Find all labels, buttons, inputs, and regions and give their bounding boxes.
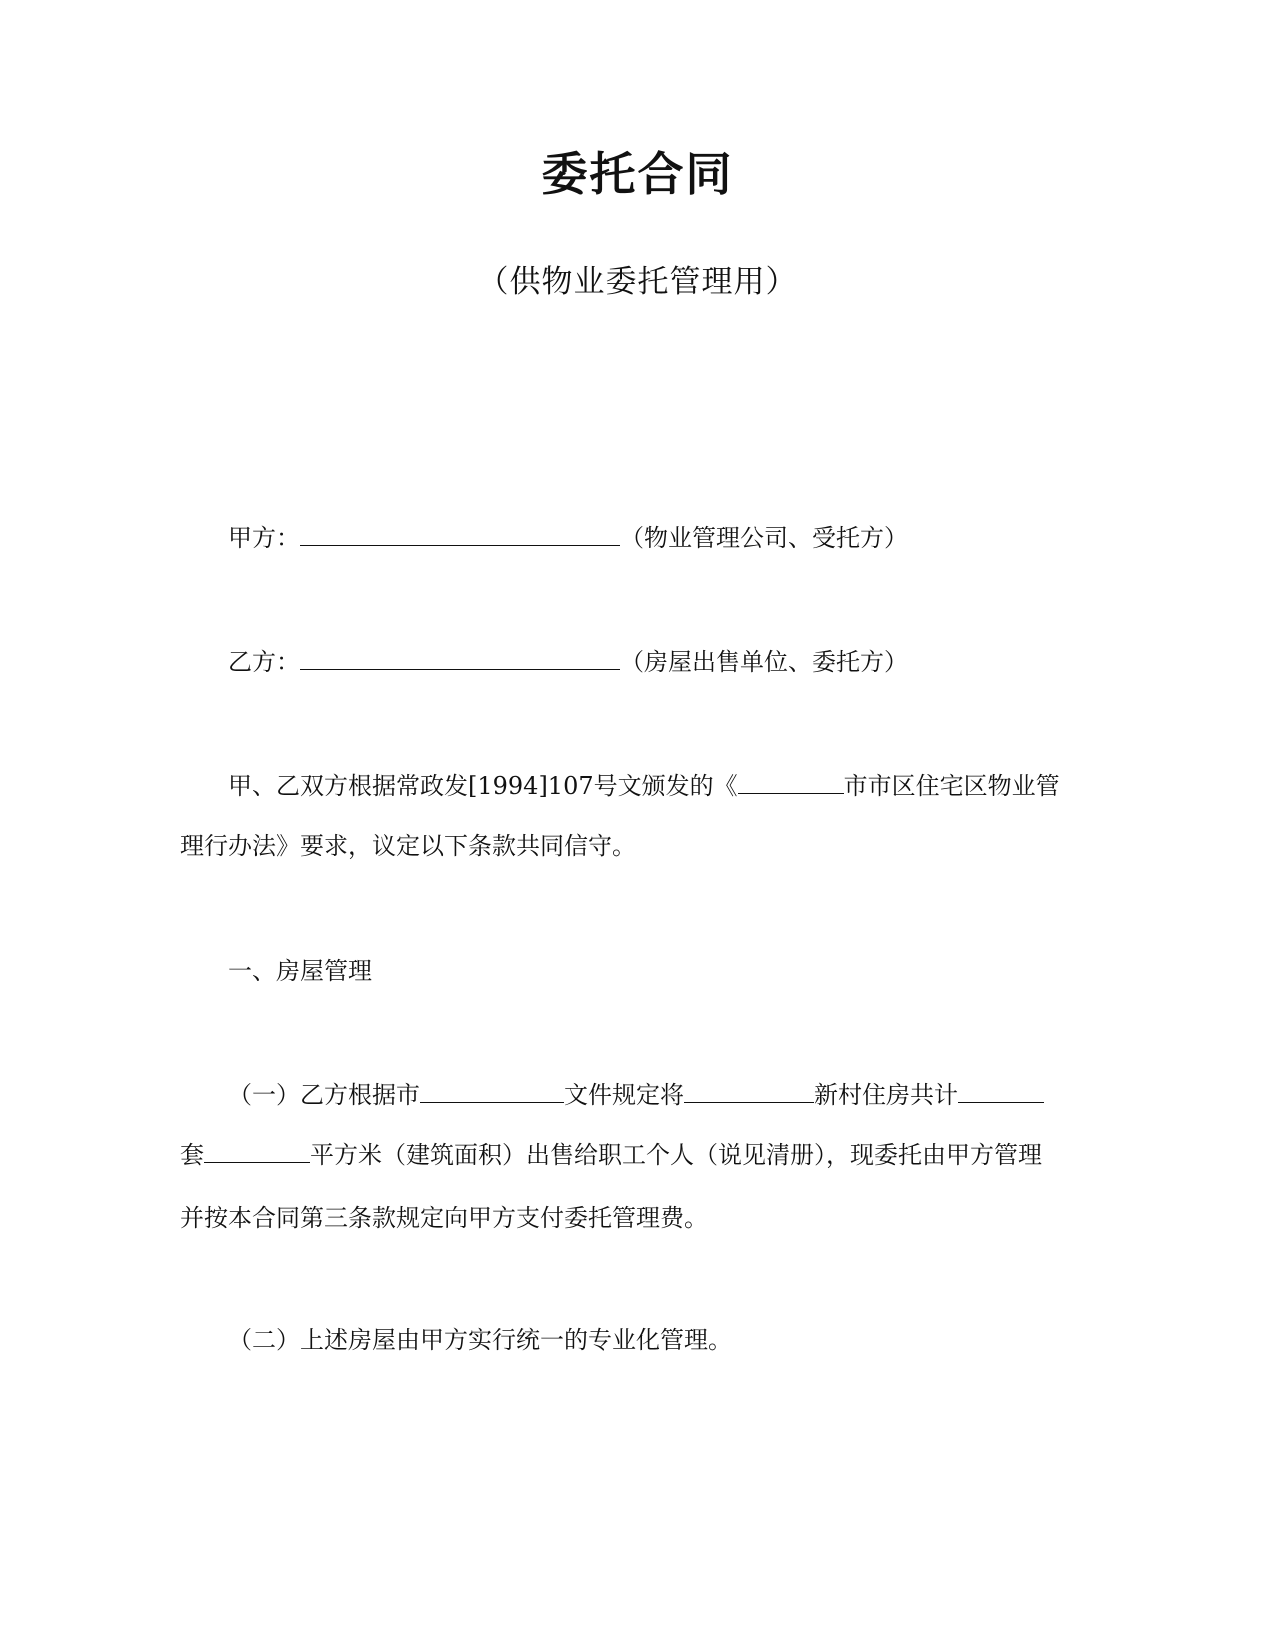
document-title: 委托合同 <box>541 147 734 201</box>
city-blank <box>738 771 844 794</box>
party-b-blank <box>300 647 620 670</box>
item-1-text-3: 新村住房共计 <box>814 1081 958 1109</box>
item-1-text-5: 平方米（建筑面积）出售给职工个人（说见清册），现委托由甲方管理 <box>310 1141 1042 1169</box>
party-a-label: 甲方： <box>228 524 300 552</box>
party-b-line <box>228 646 908 678</box>
item-1-line-1 <box>228 1079 1044 1111</box>
unit-count-blank <box>958 1080 1044 1103</box>
preamble-text-1: 甲、乙双方根据常政发[1994]107号文颁发的《 <box>228 772 738 800</box>
area-blank <box>204 1140 310 1163</box>
section-1-heading: 一、房屋管理 <box>228 957 372 985</box>
party-b-note: （房屋出售单位、委托方） <box>620 648 908 676</box>
item-1-line-3: 并按本合同第三条款规定向甲方支付委托管理费。 <box>180 1204 708 1232</box>
item-1-text-4: 套 <box>180 1141 204 1169</box>
item-2-line: （二）上述房屋由甲方实行统一的专业化管理。 <box>228 1326 732 1354</box>
document-no-blank <box>420 1080 564 1103</box>
item-1-line-2 <box>180 1139 1042 1171</box>
village-blank <box>684 1080 814 1103</box>
party-a-note: （物业管理公司、受托方） <box>620 524 908 552</box>
preamble-line-2: 理行办法》要求，议定以下条款共同信守。 <box>180 832 636 860</box>
party-a-blank <box>300 523 620 546</box>
preamble-line-1 <box>228 770 1060 802</box>
preamble-text-2: 市市区住宅区物业管 <box>843 772 1060 800</box>
party-a-line <box>228 522 908 554</box>
item-1-text-1: （一）乙方根据市 <box>228 1081 420 1109</box>
party-b-label: 乙方： <box>228 648 300 676</box>
document-subtitle: （供物业委托管理用） <box>477 264 798 300</box>
item-1-text-2: 文件规定将 <box>564 1081 684 1109</box>
